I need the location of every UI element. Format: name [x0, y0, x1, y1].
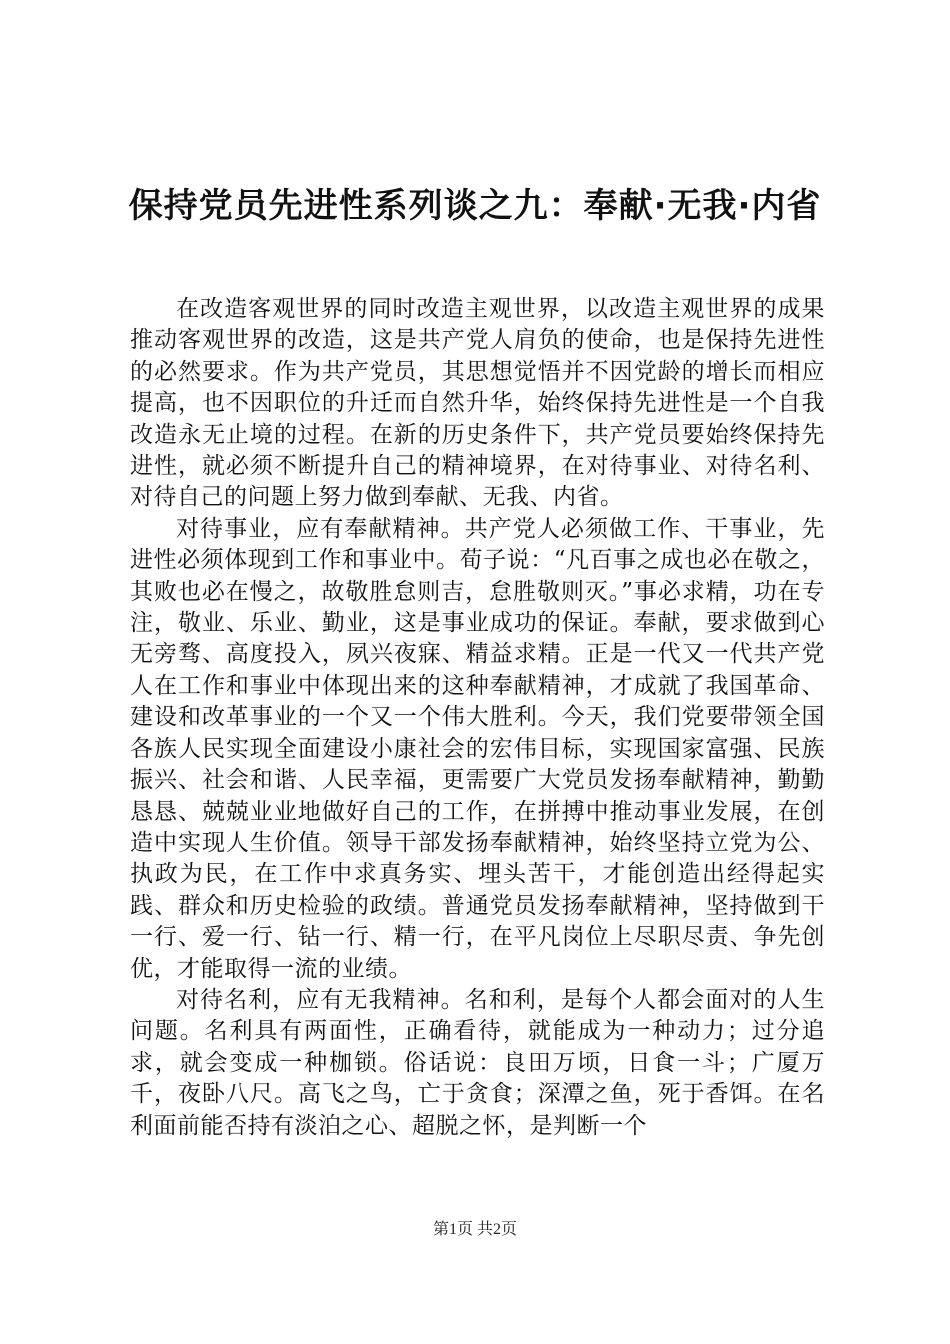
paragraph-intro: 在改造客观世界的同时改造主观世界，以改造主观世界的成果推动客观世界的改造，这是共产党人肩负的使命，也是保持先进性的必然要求。作为共产党员，其思想觉悟并不因党龄的增长而相应提高，也不因职位的升迁而自然升华，始终保持先进性是一个自我改造永无止境的过程。在新的历史条件下，共产党员要始终保持先进性，就必须不断提升自己的精神境界，在对待事业、对待名利、对待自己的问题上努力做到奉献、无我、内省。 — [130, 296, 825, 511]
page-number-footer: 第1页 共2页 — [432, 1221, 517, 1238]
document-body — [130, 294, 825, 1142]
paragraph-dedication: 对待事业，应有奉献精神。共产党人必须做工作、干事业，先进性必须体现到工作和事业中。荀子说：“凡百事之成也必在敬之，其败也必在慢之，故敬胜怠则吉，怠胜敬则灭。”事必求精，功在专注，敬业、乐业、勤业，这是事业成功的保证。奉献，要求做到心无旁骛、高度投入，夙兴夜寐、精益求精。正是一代又一代共产党人在工作和事业中体现出来的这种奉献精神，才成就了我国革命、建设和改革事业的一个又一个伟大胜利。今天，我们党要带领全国各族人民实现全面建设小康社会的宏伟目标，实现国家富强、民族振兴、社会和谐、人民幸福，更需要广大党员发扬奉献精神，勤勤恳恳、兢兢业业地做好自己的工作，在拼搏中推动事业发展，在创造中实现人生价值。领导干部发扬奉献精神，始终坚持立党为公、执政为民，在工作中求真务实、埋头苦干，才能创造出经得起实践、群众和历史检验的政绩。普通党员发扬奉献精神，坚持做到干一行、爱一行、钻一行、精一行，在平凡岗位上尽职尽责、争先创优，才能取得一流的业绩。 — [130, 515, 825, 982]
document-title: 保持党员先进性系列谈之九：奉献·无我·内省 — [128, 186, 822, 226]
paragraph-selflessness: 对待名利，应有无我精神。名和利，是每个人都会面对的人生问题。名利具有两面性，正确看待，就能成为一种动力；过分追求，就会变成一种枷锁。俗话说：良田万顷，日食一斗；广厦万千，夜卧八尺。高飞之鸟，亡于贪食；深潭之鱼，死于香饵。在名利面前能否持有淡泊之心、超脱之怀，是判断一个 — [130, 986, 825, 1139]
